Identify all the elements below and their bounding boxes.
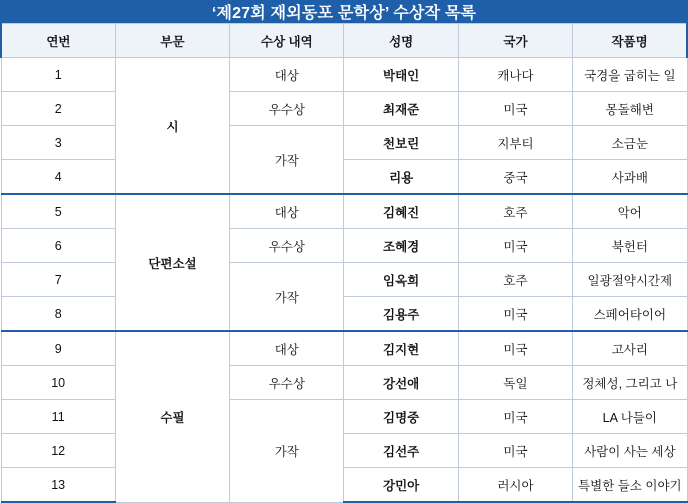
cell-work: 특별한 들소 이야기 <box>573 468 687 503</box>
cell-work: 사과배 <box>573 160 687 195</box>
cell-no: 1 <box>1 58 115 92</box>
cell-name: 김선주 <box>344 434 458 468</box>
award-table <box>0 23 688 503</box>
cell-prize: 우수상 <box>230 366 344 400</box>
table-row <box>1 331 687 366</box>
cell-country: 미국 <box>458 92 572 126</box>
column-header-section: 부문 <box>115 24 229 58</box>
cell-no: 2 <box>1 92 115 126</box>
cell-work: 정체성, 그리고 나 <box>573 366 687 400</box>
cell-no: 10 <box>1 366 115 400</box>
cell-work: 소금눈 <box>573 126 687 160</box>
cell-name: 조혜경 <box>344 229 458 263</box>
cell-work: 악어 <box>573 194 687 229</box>
table-row <box>1 58 687 92</box>
cell-no: 3 <box>1 126 115 160</box>
cell-name: 김혜진 <box>344 194 458 229</box>
cell-country: 미국 <box>458 229 572 263</box>
cell-country: 지부티 <box>458 126 572 160</box>
cell-prize: 가작 <box>230 126 344 195</box>
cell-name: 김지현 <box>344 331 458 366</box>
cell-no: 12 <box>1 434 115 468</box>
cell-country: 호주 <box>458 194 572 229</box>
cell-prize: 대상 <box>230 58 344 92</box>
cell-country: 호주 <box>458 263 572 297</box>
cell-section: 시 <box>115 58 229 195</box>
table-row <box>1 434 687 468</box>
table-header <box>1 24 687 58</box>
cell-section: 단편소설 <box>115 194 229 331</box>
cell-work: 고사리 <box>573 331 687 366</box>
cell-name: 최재준 <box>344 92 458 126</box>
cell-prize: 가작 <box>230 400 344 503</box>
cell-no: 7 <box>1 263 115 297</box>
cell-country: 러시아 <box>458 468 572 503</box>
table-row <box>1 229 687 263</box>
cell-work: 사람이 사는 세상 <box>573 434 687 468</box>
table-row <box>1 366 687 400</box>
column-header-prize: 수상 내역 <box>230 24 344 58</box>
cell-country: 미국 <box>458 400 572 434</box>
cell-no: 4 <box>1 160 115 195</box>
table-header-row <box>1 24 687 58</box>
cell-prize: 우수상 <box>230 92 344 126</box>
cell-work: 북헌터 <box>573 229 687 263</box>
cell-country: 미국 <box>458 434 572 468</box>
table-row <box>1 297 687 332</box>
table-row <box>1 400 687 434</box>
table-row <box>1 160 687 195</box>
cell-country: 캐나다 <box>458 58 572 92</box>
cell-no: 11 <box>1 400 115 434</box>
cell-name: 김명중 <box>344 400 458 434</box>
table-row <box>1 468 687 503</box>
cell-name: 임옥희 <box>344 263 458 297</box>
cell-no: 5 <box>1 194 115 229</box>
cell-prize: 우수상 <box>230 229 344 263</box>
page-title: ‘제27회 재외동포 문학상’ 수상작 목록 <box>0 0 688 23</box>
cell-name: 강민아 <box>344 468 458 503</box>
cell-prize: 대상 <box>230 331 344 366</box>
column-header-country: 국가 <box>458 24 572 58</box>
table-row <box>1 126 687 160</box>
cell-no: 13 <box>1 468 115 503</box>
cell-name: 강선애 <box>344 366 458 400</box>
cell-section: 수필 <box>115 331 229 502</box>
cell-work: LA 나들이 <box>573 400 687 434</box>
cell-no: 9 <box>1 331 115 366</box>
table-row <box>1 263 687 297</box>
cell-name: 김용주 <box>344 297 458 332</box>
cell-country: 미국 <box>458 297 572 332</box>
cell-work: 일광절약시간제 <box>573 263 687 297</box>
cell-name: 리용 <box>344 160 458 195</box>
cell-no: 8 <box>1 297 115 332</box>
cell-name: 박태인 <box>344 58 458 92</box>
cell-work: 몽돌해변 <box>573 92 687 126</box>
cell-name: 천보린 <box>344 126 458 160</box>
table-body <box>1 58 687 503</box>
cell-work: 스페어타이어 <box>573 297 687 332</box>
cell-country: 독일 <box>458 366 572 400</box>
cell-work: 국경을 굽히는 일 <box>573 58 687 92</box>
cell-prize: 가작 <box>230 263 344 332</box>
cell-prize: 대상 <box>230 194 344 229</box>
cell-country: 중국 <box>458 160 572 195</box>
cell-country: 미국 <box>458 331 572 366</box>
table-row <box>1 194 687 229</box>
cell-no: 6 <box>1 229 115 263</box>
table-row <box>1 92 687 126</box>
column-header-no: 연번 <box>1 24 115 58</box>
column-header-work: 작품명 <box>573 24 687 58</box>
column-header-name: 성명 <box>344 24 458 58</box>
